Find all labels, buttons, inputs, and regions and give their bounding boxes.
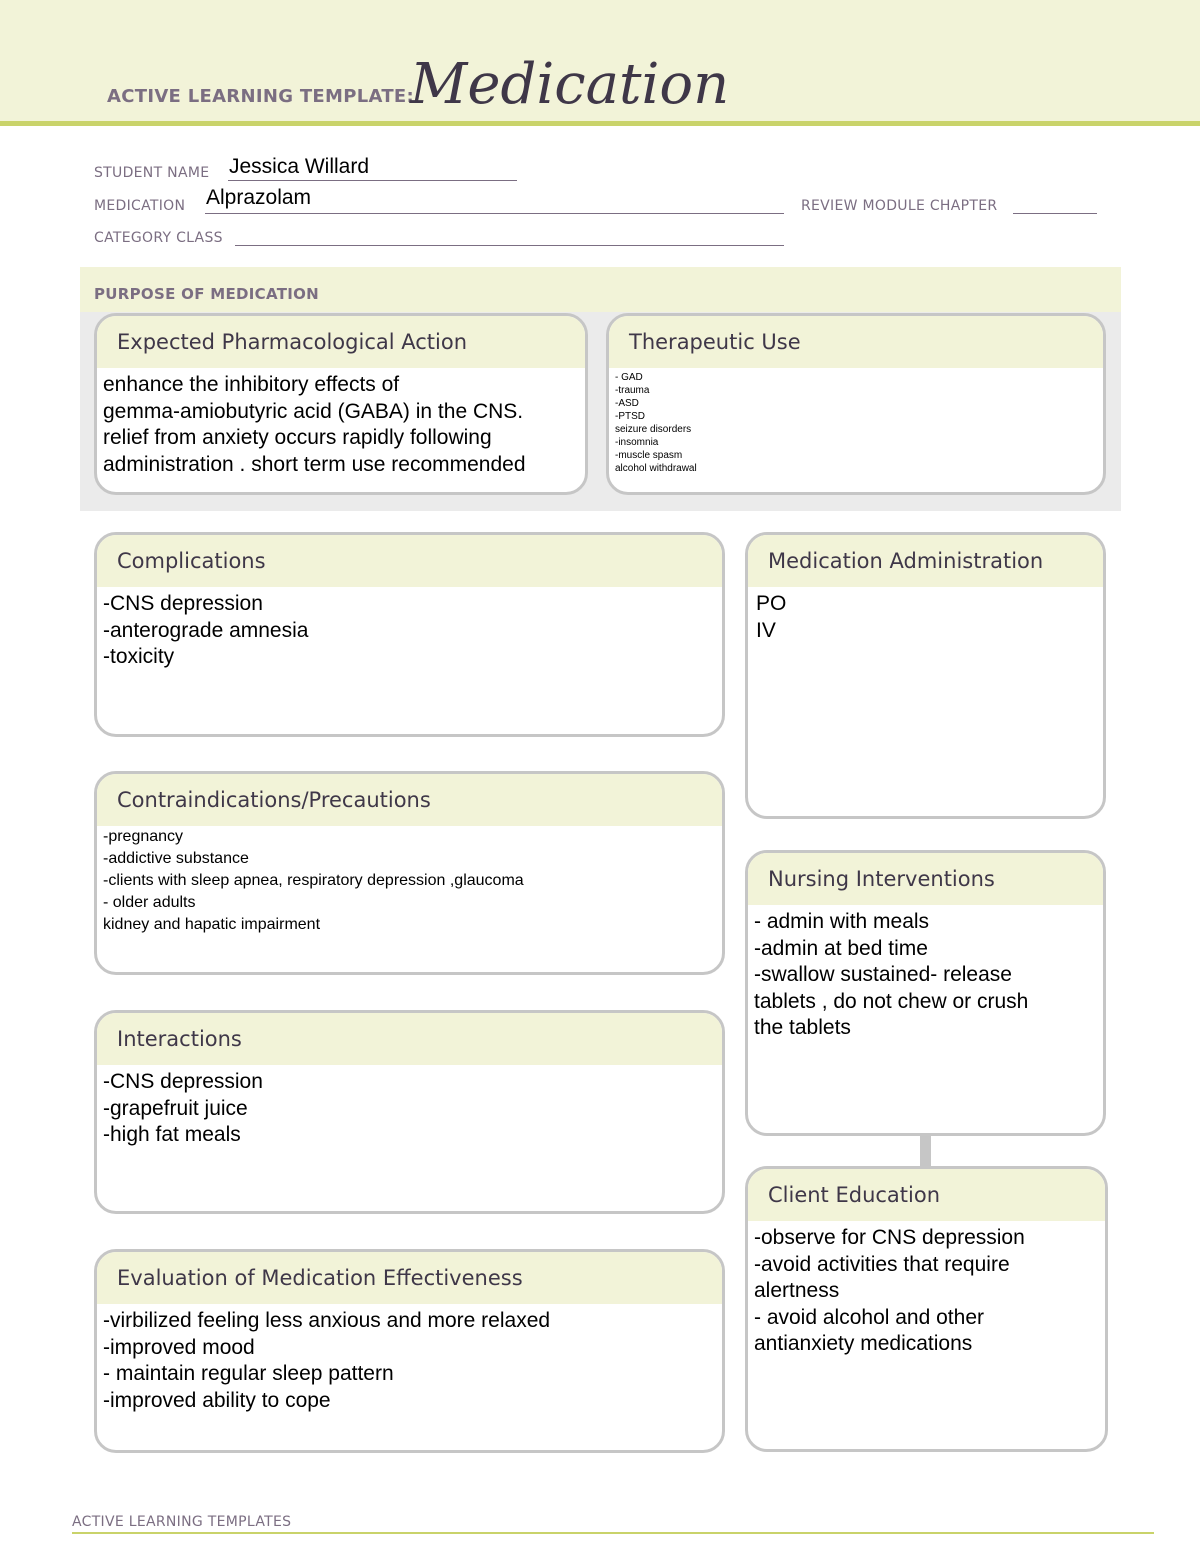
student-name-label: STUDENT NAME <box>94 165 210 181</box>
footer-rule <box>72 1532 1154 1534</box>
purpose-label: PURPOSE OF MEDICATION <box>94 285 320 303</box>
client-education-title: Client Education <box>748 1169 1105 1221</box>
text-line: alertness <box>754 1279 840 1302</box>
expected-action-box <box>94 313 588 495</box>
contraindications-text[interactable] <box>97 826 722 936</box>
text-line: gemma-amiobutyric acid (GABA) in the CNS. <box>103 399 524 423</box>
student-name-field[interactable]: Jessica Willard <box>229 155 370 178</box>
text-line: -observe for CNS depression <box>754 1226 1025 1249</box>
contraindications-title: Contraindications/Precautions <box>97 774 722 826</box>
text-line: -swallow sustained- release <box>754 963 1012 986</box>
text-line: kidney and hapatic impairment <box>103 916 321 933</box>
medication-label: MEDICATION <box>94 198 186 214</box>
review-module-label: REVIEW MODULE CHAPTER <box>801 198 998 214</box>
text-line: -anterograde amnesia <box>103 618 309 642</box>
text-line: relief from anxiety occurs rapidly following <box>103 426 492 449</box>
medication-administration-text[interactable] <box>748 587 1103 644</box>
interactions-box <box>94 1010 725 1214</box>
therapeutic-use-text[interactable] <box>609 368 1103 475</box>
medication-administration-title: Medication Administration <box>748 535 1103 587</box>
therapeutic-use-box <box>606 313 1106 495</box>
text-line: -ASD <box>615 398 639 409</box>
text-line: -CNS depression <box>103 1070 263 1093</box>
text-line: -CNS depression <box>103 592 263 615</box>
client-education-text[interactable] <box>748 1221 1105 1358</box>
text-line: administration . short term use recommended <box>103 452 526 476</box>
nursing-interventions-text[interactable] <box>748 905 1103 1042</box>
medication-underline <box>205 213 784 214</box>
text-line: PO <box>756 592 787 615</box>
text-line: -muscle spasm <box>615 450 683 461</box>
text-line: -virbilized feeling less anxious and more relaxed <box>103 1309 551 1332</box>
text-line: IV <box>756 618 776 642</box>
text-line: antianxiety medications <box>754 1332 973 1355</box>
text-line: -PTSD <box>615 411 645 422</box>
complications-title: Complications <box>97 535 722 587</box>
category-class-field[interactable] <box>235 245 784 246</box>
text-line: - GAD <box>615 372 643 383</box>
evaluation-box <box>94 1249 725 1453</box>
text-line: -pregnancy <box>103 828 184 845</box>
expected-action-title: Expected Pharmacological Action <box>97 316 585 368</box>
text-line: seizure disorders <box>615 424 692 435</box>
page-title: Medication <box>410 52 730 117</box>
text-line: -toxicity <box>103 645 175 668</box>
complications-text[interactable] <box>97 587 722 671</box>
text-line: -improved mood <box>103 1335 255 1359</box>
text-line: -insomnia <box>615 437 659 448</box>
nursing-interventions-box <box>745 850 1106 1136</box>
text-line: -improved ability to cope <box>103 1388 331 1412</box>
contraindications-box <box>94 771 725 975</box>
text-line: -grapefruit juice <box>103 1096 248 1120</box>
category-class-label: CATEGORY CLASS <box>94 230 223 246</box>
medication-field[interactable]: Alprazolam <box>206 186 312 209</box>
evaluation-text[interactable] <box>97 1304 722 1414</box>
text-line: -admin at bed time <box>754 936 928 960</box>
connector-bar <box>920 1134 931 1168</box>
text-line: - avoid alcohol and other <box>754 1305 984 1329</box>
template-prefix: ACTIVE LEARNING TEMPLATE: <box>107 86 414 107</box>
review-module-field[interactable] <box>1013 213 1097 214</box>
text-line: enhance the inhibitory effects of <box>103 373 400 396</box>
text-line: - admin with meals <box>754 910 930 933</box>
text-line: -clients with sleep apnea, respiratory depression ,glaucoma <box>103 872 524 889</box>
header-rule <box>0 121 1200 126</box>
text-line: tablets , do not chew or crush <box>754 989 1029 1013</box>
student-name-underline <box>228 180 517 181</box>
interactions-title: Interactions <box>97 1013 722 1065</box>
medication-administration-box <box>745 532 1106 819</box>
evaluation-title: Evaluation of Medication Effectiveness <box>97 1252 722 1304</box>
footer-text: ACTIVE LEARNING TEMPLATES <box>72 1514 292 1530</box>
nursing-interventions-title: Nursing Interventions <box>748 853 1103 905</box>
text-line: the tablets <box>754 1016 851 1039</box>
text-line: - maintain regular sleep pattern <box>103 1362 394 1385</box>
text-line: -addictive substance <box>103 850 249 867</box>
expected-action-text[interactable] <box>97 368 585 478</box>
therapeutic-use-title: Therapeutic Use <box>609 316 1103 368</box>
text-line: -trauma <box>615 385 650 396</box>
client-education-box <box>745 1166 1108 1452</box>
text-line: alcohol withdrawal <box>615 463 697 474</box>
complications-box <box>94 532 725 737</box>
text-line: -high fat meals <box>103 1123 241 1146</box>
text-line: - older adults <box>103 894 196 911</box>
interactions-text[interactable] <box>97 1065 722 1149</box>
text-line: -avoid activities that require <box>754 1252 1010 1276</box>
